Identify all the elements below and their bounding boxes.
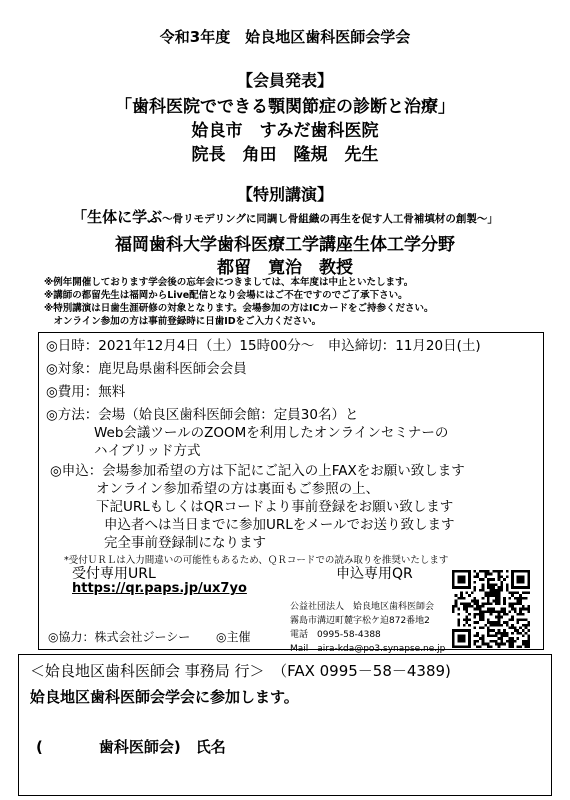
host-label: ◎主催 <box>216 630 251 644</box>
tel-label: 電話 <box>290 630 309 640</box>
organizer-tel <box>290 628 445 642</box>
notes-list <box>44 276 433 328</box>
special-heading: 【特別講演】 <box>236 185 333 204</box>
special-title-main: 「生体に学ぶ <box>72 208 163 226</box>
apply-line-2: オンライン参加希望の方は裏面もご参照の上、 <box>96 481 380 497</box>
note-item: ※例年開催しております学会後の忘年会につきましては、本年度は中止といたします。 <box>44 277 414 288</box>
cooperation: ◎協力：株式会社ジーシー <box>48 630 191 644</box>
participation-statement: 姶良地区歯科医師会学会に参加します。 <box>30 688 299 706</box>
fax-number: （FAX 0995－58－4389) <box>279 662 451 680</box>
fax-form-header <box>30 660 451 681</box>
organizer-corp: 公益社団法人 姶良地区歯科医師会 <box>290 602 435 612</box>
method-line-3: ハイブリッド方式 <box>94 443 201 459</box>
note-item: ※特別講演は日歯生涯研修の対象となります。会場参加の方はICカードをご持参ください。 <box>44 303 434 314</box>
method-line-2: Web会議ツールのZOOMを利用したオンラインセミナーの <box>94 425 449 441</box>
page-title: 令和3年度 姶良地区歯科医師会学会 <box>159 28 411 46</box>
qr-label: 申込専用QR <box>336 566 413 582</box>
special-presenter: 都留 寛治 教授 <box>217 258 353 278</box>
datetime: ◎日時：2021年12月4日（土）15時00分～ 申込締切：11月20日(土) <box>46 338 481 354</box>
name-label: 氏名 <box>195 738 226 756</box>
tel-value: 0995-58-4388 <box>317 630 381 640</box>
apply-line-4: 申込者へは当日までに参加URLをメールでお送り致します <box>104 517 455 533</box>
qr-code-image[interactable] <box>452 570 530 648</box>
mail-value: aira-kda@po3.synapse.ne.jp <box>317 644 446 654</box>
special-title <box>0 206 570 227</box>
special-title-sub: ～骨リモデリングに同調し骨組織の再生を促す人工骨補填材の創製～」 <box>162 213 498 225</box>
fee: ◎費用：無料 <box>46 384 126 400</box>
member-heading: 【会員発表】 <box>236 71 333 90</box>
registration-url-link[interactable]: https://qr.paps.jp/ux7yo <box>72 581 247 596</box>
organizer-address: 霧島市溝辺町麓字松ケ迫872番地2 <box>290 616 430 626</box>
mail-label: Mail <box>290 644 309 654</box>
note-item: オンライン参加の方は事前登録時に日歯IDをご入力ください。 <box>44 316 322 327</box>
apply-line-1: ◎申込：会場参加希望の方は下記にご記入の上FAXをお願い致します <box>50 463 465 479</box>
qr-note: *受付ＵＲＬは入力間違いの可能性もあるため、ＱＲコードでの読み取りを推奨いたします <box>64 555 449 566</box>
url-label: 受付専用URL <box>72 566 156 582</box>
method-line-1: ◎方法：会場（姶良区歯科医師会館：定員30名）と <box>46 407 359 423</box>
fax-to: ＜姶良地区歯科医師会 事務局 行＞ <box>30 662 265 680</box>
member-presenter: 院長 角田 隆規 先生 <box>191 145 379 165</box>
member-clinic: 姶良市 すみだ歯科医院 <box>191 121 379 141</box>
assoc-label: 歯科医師会) <box>98 738 181 756</box>
special-affiliation: 福岡歯科大学歯科医療工学講座生体工学分野 <box>115 235 455 255</box>
paren-open: ( <box>36 738 43 756</box>
target: ◎対象：鹿児島県歯科医師会会員 <box>46 361 247 377</box>
apply-line-3: 下記URLもしくはQRコードより事前登録をお願い致します <box>96 499 454 515</box>
apply-line-5: 完全事前登録制になります <box>104 535 266 551</box>
note-item: ※講師の都留先生は福岡からLive配信となり会場にはご不在ですのでご了承下さい。 <box>44 290 408 301</box>
fax-form-name-line <box>36 736 226 757</box>
member-title: 「歯科医院でできる顎関節症の診断と治療」 <box>115 97 455 117</box>
organizer-info <box>290 600 445 656</box>
